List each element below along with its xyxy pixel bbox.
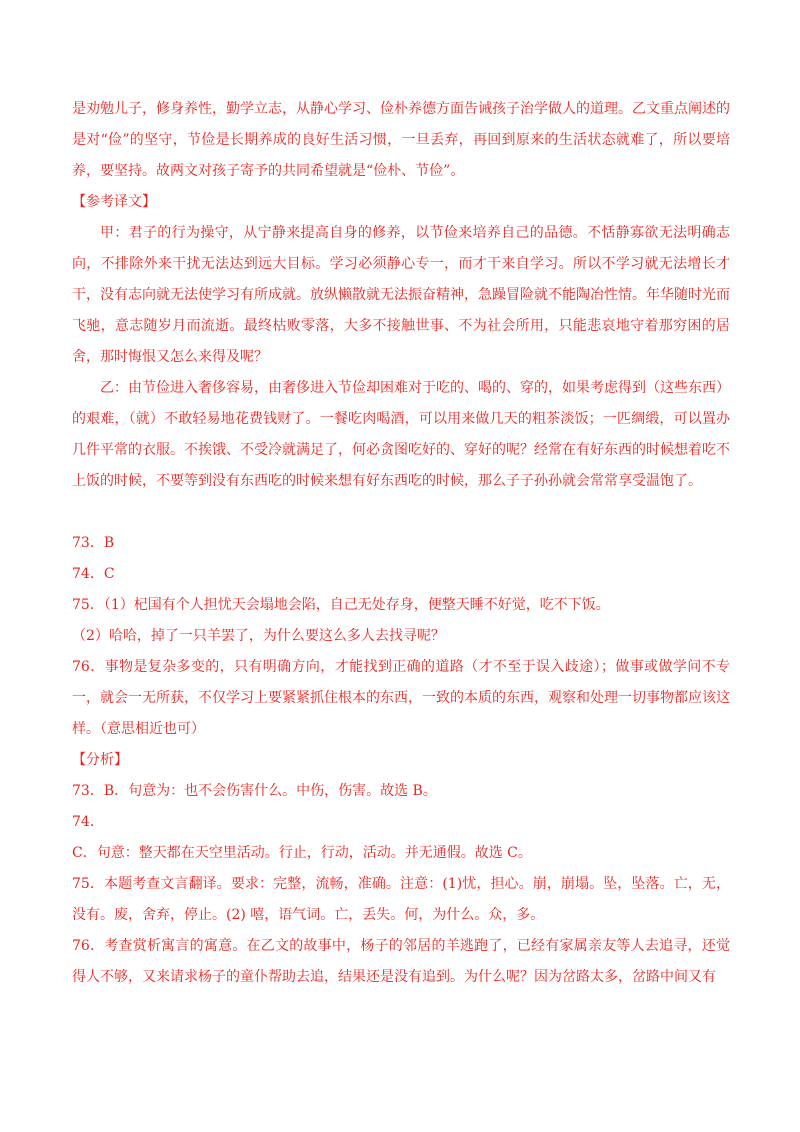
answer-75-part2: （2）哈哈，掉了一只羊罢了，为什么要这么多人去找寻呢？ (72, 628, 445, 644)
answer-73: 73．B (72, 535, 115, 551)
answer-74: 74．C (72, 566, 115, 582)
analysis-75: 75．本题考查文言翻译。要求：完整，流畅，准确。注意：(1)忧，担心。崩，崩塌。坠，坠落。亡，无，没有。废，舍弃，停止。(2) 嘻，语气词。亡，丢失。何，为什么。众，多。 (72, 876, 730, 923)
intro-paragraph: 是劝勉儿子，修身养性，勤学立志，从静心学习、俭朴养德方面告诫孩子治学做人的道理。乙文重点阐述的是对“俭”的坚守，节俭是长期养成的良好生活习惯，一旦丢弃，再回到原来的生活状态就难了，所以要培养，要坚持。故两文对孩子寄予的共同希望就是“俭朴、节俭”。 (72, 101, 730, 179)
translation-heading: 【参考译文】 (72, 194, 156, 210)
spacer (72, 497, 730, 528)
analysis-73: 73．B．句意为：也不会伤害什么。中伤，伤害。故选 B。 (72, 783, 437, 799)
translation-jia-paragraph: 甲：君子的行为操守，从宁静来提高自身的修养，以节俭来培养自己的品德。不恬静寡欲无法明确志向，不排除外来干扰无法达到远大目标。学习必须静心专一，而才干来自学习。所以不学习就无法增长才干，没有志向就无法使学习有所成就。放纵懒散就无法振奋精神，急躁冒险就不能陶冶性情。年华随时光而飞驰，意志随岁月而流逝。最终枯败零落，大多不接触世事、不为社会所用，只能悲哀地守着那穷困的居舍，那时悔恨又怎么来得及呢？ (72, 225, 730, 365)
translation-yi-paragraph: 乙：由节俭进入奢侈容易，由奢侈进入节俭却困难对于吃的、喝的、穿的，如果考虑得到（这些东西）的艰难，（就）不敢轻易地花费钱财了。一餐吃肉喝酒，可以用来做几天的粗茶淡饭；一匹绸缎，可以置办几件平常的衣服。不挨饿、不受冷就满足了，何必贪图吃好的、穿好的呢？经常在有好东西的时候想着吃不上饭的时候，不要等到没有东西吃的时候来想有好东西吃的时候，那么子子孙孙就会常常享受温饱了。 (72, 380, 730, 489)
document-content (72, 94, 730, 993)
analysis-76: 76．考查赏析寓言的寓意。在乙文的故事中，杨子的邻居的羊逃跑了，已经有家属亲友等人去追寻，还觉得人不够，又来请求杨子的童仆帮助去追，结果还是没有追到。为什么呢？因为岔路太多，岔路中间又有 (72, 938, 730, 985)
analysis-heading: 【分析】 (72, 752, 128, 768)
answer-76: 76．事物是复杂多变的，只有明确方向，才能找到正确的道路（才不至于误入歧途）；做事或做学问不专一，就会一无所获，不仅学习上要紧紧抓住根本的东西，一致的本质的东西，观察和处理一切事物都应该这样。（意思相近也可） (72, 659, 730, 737)
answer-75-part1: 75．（1）杞国有个人担忧天会塌地会陷，自己无处存身，便整天睡不好觉，吃不下饭。 (72, 597, 610, 613)
analysis-74-number: 74． (72, 814, 104, 830)
analysis-74: C．句意：整天都在天空里活动。行止，行动，活动。并无通假。故选 C。 (72, 845, 532, 861)
